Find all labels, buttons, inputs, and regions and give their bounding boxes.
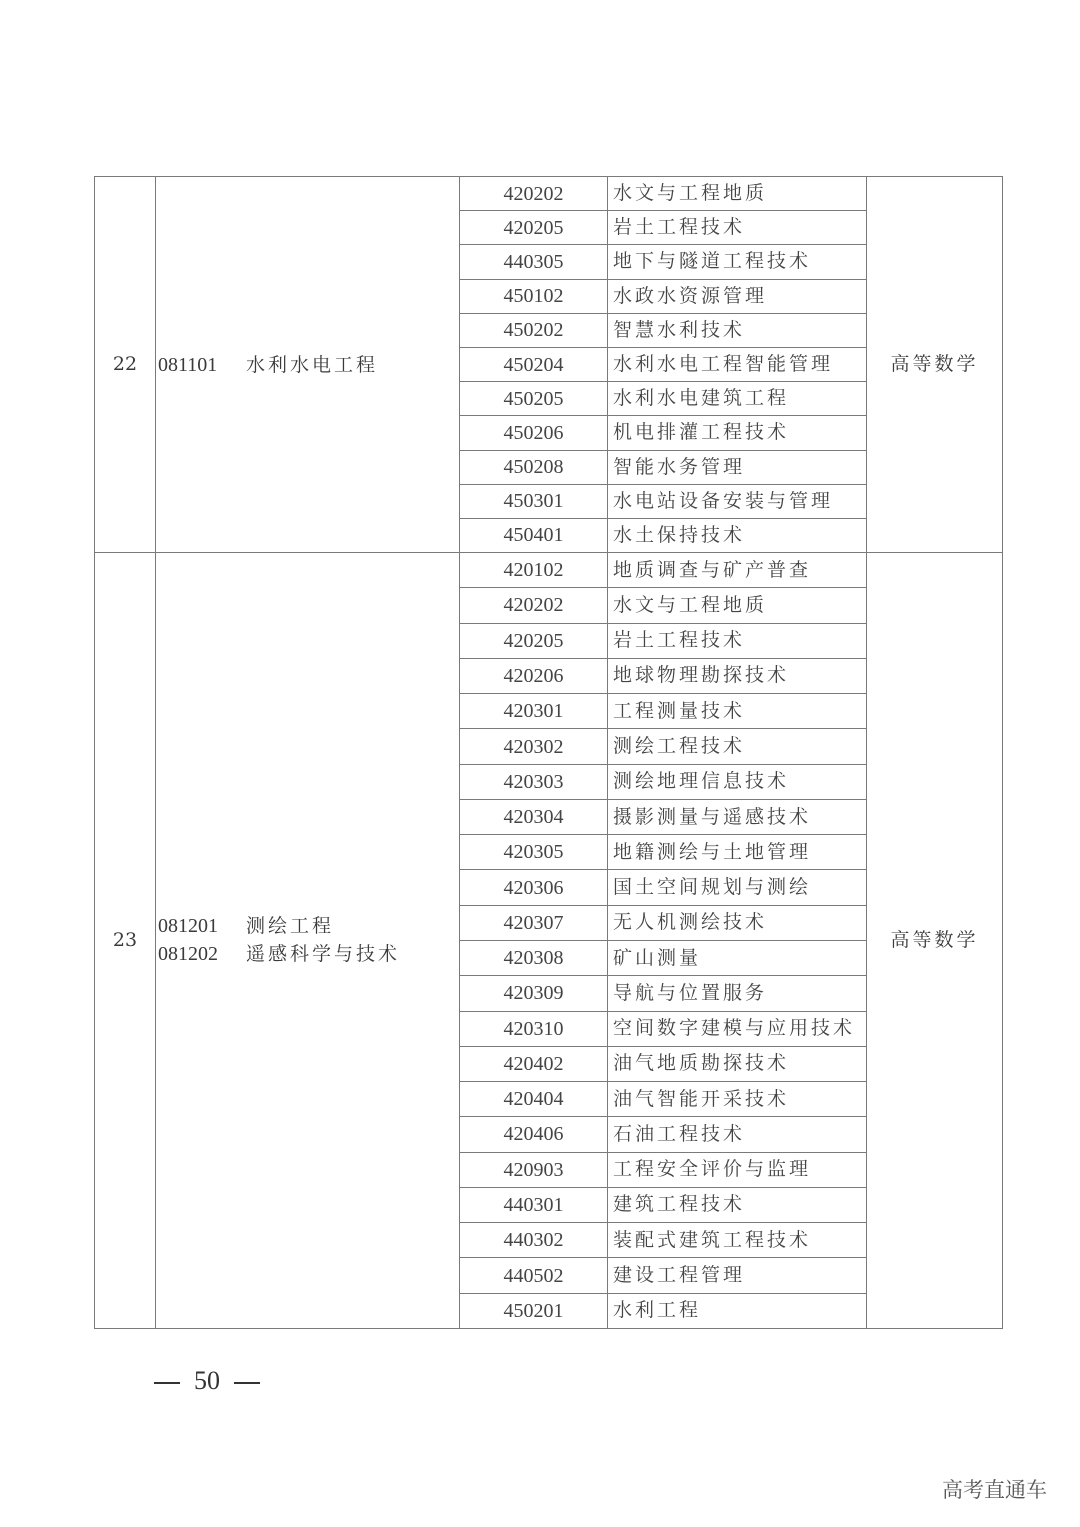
vocational-major-name: 建设工程管理 bbox=[608, 1258, 867, 1293]
vocational-major-code: 420304 bbox=[460, 799, 608, 834]
undergrad-majors-cell bbox=[156, 553, 460, 1329]
page-number bbox=[140, 1366, 274, 1396]
group-23 bbox=[95, 553, 1003, 1329]
undergrad-major-name: 水利水电工程 bbox=[246, 353, 379, 376]
vocational-major-code: 440305 bbox=[460, 245, 608, 279]
vocational-major-code: 440502 bbox=[460, 1258, 608, 1293]
major-mapping-table bbox=[94, 176, 1003, 1329]
vocational-major-code: 440302 bbox=[460, 1223, 608, 1258]
page-number-value: 50 bbox=[194, 1366, 220, 1395]
vocational-major-code: 420302 bbox=[460, 729, 608, 764]
undergrad-majors-cell bbox=[156, 177, 460, 553]
vocational-major-code: 420206 bbox=[460, 658, 608, 693]
dash-right bbox=[234, 1382, 260, 1384]
exam-subject: 高等数学 bbox=[867, 553, 1003, 1329]
vocational-major-name: 水文与工程地质 bbox=[608, 588, 867, 623]
vocational-major-code: 450202 bbox=[460, 313, 608, 347]
vocational-major-code: 420402 bbox=[460, 1046, 608, 1081]
vocational-major-name: 工程安全评价与监理 bbox=[608, 1152, 867, 1187]
vocational-major-code: 420306 bbox=[460, 870, 608, 905]
vocational-major-name: 水土保持技术 bbox=[608, 518, 867, 552]
vocational-major-name: 智能水务管理 bbox=[608, 450, 867, 484]
vocational-major-code: 420301 bbox=[460, 694, 608, 729]
vocational-major-code: 420205 bbox=[460, 211, 608, 245]
vocational-major-code: 420307 bbox=[460, 905, 608, 940]
vocational-major-code: 450201 bbox=[460, 1293, 608, 1328]
vocational-major-name: 无人机测绘技术 bbox=[608, 905, 867, 940]
vocational-major-name: 地质调查与矿产普查 bbox=[608, 553, 867, 588]
vocational-major-code: 420308 bbox=[460, 940, 608, 975]
vocational-major-name: 机电排灌工程技术 bbox=[608, 416, 867, 450]
group-index: 22 bbox=[95, 177, 156, 553]
dash-left bbox=[154, 1382, 180, 1384]
vocational-major-name: 矿山测量 bbox=[608, 940, 867, 975]
vocational-major-name: 水利水电建筑工程 bbox=[608, 382, 867, 416]
vocational-major-code: 420305 bbox=[460, 835, 608, 870]
vocational-major-code: 420205 bbox=[460, 623, 608, 658]
vocational-major-name: 测绘地理信息技术 bbox=[608, 764, 867, 799]
vocational-major-name: 摄影测量与遥感技术 bbox=[608, 799, 867, 834]
group-22 bbox=[95, 177, 1003, 553]
vocational-major-code: 420309 bbox=[460, 976, 608, 1011]
vocational-major-code: 450208 bbox=[460, 450, 608, 484]
vocational-major-name: 装配式建筑工程技术 bbox=[608, 1223, 867, 1258]
undergrad-major bbox=[158, 940, 459, 968]
watermark-text: 高考直通车 bbox=[942, 1478, 1047, 1502]
vocational-major-code: 450301 bbox=[460, 484, 608, 518]
undergrad-major-code: 081101 bbox=[158, 353, 218, 376]
vocational-major-code: 450102 bbox=[460, 279, 608, 313]
undergrad-major bbox=[158, 912, 459, 940]
vocational-major-name: 导航与位置服务 bbox=[608, 976, 867, 1011]
vocational-major-name: 水文与工程地质 bbox=[608, 177, 867, 211]
vocational-major-name: 水政水资源管理 bbox=[608, 279, 867, 313]
undergrad-major bbox=[158, 351, 459, 379]
table-row bbox=[95, 553, 1003, 588]
vocational-major-code: 420102 bbox=[460, 553, 608, 588]
vocational-major-code: 420310 bbox=[460, 1011, 608, 1046]
group-index: 23 bbox=[95, 553, 156, 1329]
table-row bbox=[95, 177, 1003, 211]
vocational-major-code: 420202 bbox=[460, 588, 608, 623]
vocational-major-name: 地下与隧道工程技术 bbox=[608, 245, 867, 279]
vocational-major-name: 工程测量技术 bbox=[608, 694, 867, 729]
vocational-major-code: 450401 bbox=[460, 518, 608, 552]
vocational-major-code: 420303 bbox=[460, 764, 608, 799]
exam-subject: 高等数学 bbox=[867, 177, 1003, 553]
vocational-major-name: 岩土工程技术 bbox=[608, 211, 867, 245]
vocational-major-name: 油气地质勘探技术 bbox=[608, 1046, 867, 1081]
vocational-major-name: 国土空间规划与测绘 bbox=[608, 870, 867, 905]
vocational-major-code: 420404 bbox=[460, 1082, 608, 1117]
vocational-major-name: 油气智能开采技术 bbox=[608, 1082, 867, 1117]
vocational-major-code: 420903 bbox=[460, 1152, 608, 1187]
vocational-major-name: 智慧水利技术 bbox=[608, 313, 867, 347]
undergrad-major-code: 081202 bbox=[158, 943, 218, 966]
vocational-major-code: 420406 bbox=[460, 1117, 608, 1152]
vocational-major-name: 空间数字建模与应用技术 bbox=[608, 1011, 867, 1046]
vocational-major-name: 岩土工程技术 bbox=[608, 623, 867, 658]
vocational-major-name: 地球物理勘探技术 bbox=[608, 658, 867, 693]
vocational-major-name: 水利工程 bbox=[608, 1293, 867, 1328]
vocational-major-name: 建筑工程技术 bbox=[608, 1187, 867, 1222]
vocational-major-name: 石油工程技术 bbox=[608, 1117, 867, 1152]
vocational-major-name: 水电站设备安装与管理 bbox=[608, 484, 867, 518]
vocational-major-code: 440301 bbox=[460, 1187, 608, 1222]
vocational-major-code: 450205 bbox=[460, 382, 608, 416]
vocational-major-name: 水利水电工程智能管理 bbox=[608, 347, 867, 381]
vocational-major-code: 450204 bbox=[460, 347, 608, 381]
vocational-major-name: 地籍测绘与土地管理 bbox=[608, 835, 867, 870]
vocational-major-code: 420202 bbox=[460, 177, 608, 211]
undergrad-major-name: 遥感科学与技术 bbox=[246, 943, 401, 966]
undergrad-major-name: 测绘工程 bbox=[246, 915, 335, 938]
vocational-major-name: 测绘工程技术 bbox=[608, 729, 867, 764]
undergrad-major-code: 081201 bbox=[158, 915, 218, 938]
vocational-major-code: 450206 bbox=[460, 416, 608, 450]
